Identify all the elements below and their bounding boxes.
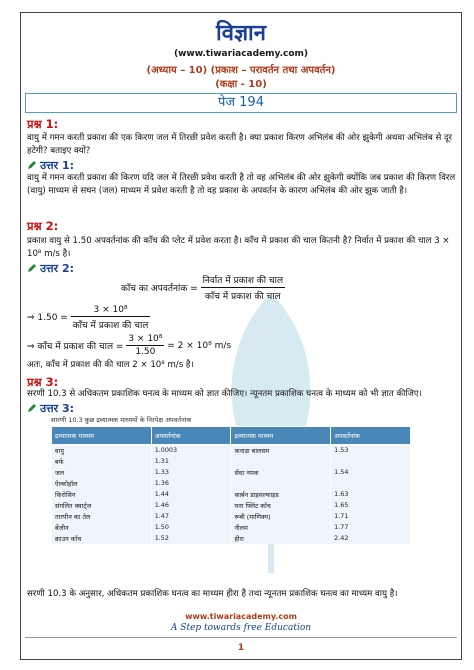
table-header-cell: द्रव्यात्मक माध्यम [52,427,152,445]
refractive-index-table [51,426,411,544]
formula-3-rhs: = 2 × 10⁸ m/s [167,340,232,351]
table-cell: 1.50 [151,522,231,533]
table-caption: सारणी 10.3 कुछ द्रव्यात्मक माध्यमों के निरपेक्ष अपवर्तनांक [51,416,192,424]
table-header-cell: द्रव्यात्मक माध्यम [231,427,331,445]
refractive-index-table-block [51,415,411,544]
table-cell: ऐल्कोहॉल [52,478,152,489]
table-cell [331,478,411,489]
table-cell [331,456,411,467]
question-1-label: प्रश्न 1: [27,117,59,131]
table-cell: कनाडा बालसम [231,445,331,456]
pen-icon [27,160,37,170]
table-row [52,489,411,500]
question-2-label: प्रश्न 2: [27,219,59,233]
formula-1-numerator: निर्वात में प्रकाश की चाल [201,273,286,288]
formula-2-denominator: काँच में प्रकाश की चाल [72,321,149,331]
table-row [52,467,411,478]
formula-3-lhs: ⇒ काँच में प्रकाश की चाल = [27,342,124,352]
table-row [52,533,411,544]
footer-divider [25,637,457,638]
table-cell: 1.53 [331,445,411,456]
question-3-label: प्रश्न 3: [27,375,59,389]
formula-3-numerator: 3 × 10⁸ [128,334,163,344]
table-cell: 1.0003 [151,445,231,456]
page-title: विज्ञान [216,21,266,46]
table-row [52,511,411,522]
table-row [52,456,411,467]
table-cell: 1.47 [151,511,231,522]
table-cell: घना फ्लिंट काँच [231,500,331,511]
formula-substitution [27,305,150,331]
table-cell: संगलित क्वार्ट्ज [52,500,152,511]
question-2-text: प्रकाश वायु से 1.50 अपवर्तनांक की काँच की प्लेट में प्रवेश करता है। काँच में प्रकाश की चाल कितनी है? निर्वात में प्रकाश की चाल 3 × 10⁸ m/s है। [27,236,450,259]
footer-tagline: A Step towards free Education [170,623,312,633]
table-header-cell: अपवर्तनांक [331,427,411,445]
table-cell: वायु [52,445,152,456]
table-cell: 1.33 [151,467,231,478]
table-cell [231,478,331,489]
table-cell [231,456,331,467]
table-cell: 2.42 [331,533,411,544]
question-1-text: वायु में गमन करती प्रकाश की एक किरण जल में तिरछी प्रवेश करती है। क्या प्रकाश किरण अभिलंब की ओर झुकेगी अथवा अभिलंब से दूर हटेगी? बताइए क्यों? [27,133,453,156]
table-cell: सेंधा नमक [231,467,331,478]
table-cell: 1.36 [151,478,231,489]
class-label: (कक्षा - 10) [215,79,267,90]
table-cell: बर्फ [52,456,152,467]
answer-3-label: उत्तर 3: [40,402,75,415]
pen-icon [27,263,37,273]
table-cell: क्राउन काँच [52,533,152,544]
table-cell: 1.71 [331,511,411,522]
table-cell: 1.65 [331,500,411,511]
answer-3-heading [27,401,74,416]
page-number-box: पेज 194 [25,93,457,113]
formula-1-lhs: काँच का अपवर्तनांक = [121,284,198,294]
header-website: (www.tiwariacademy.com) [173,49,309,59]
chapter-heading: (अध्याय – 10) (प्रकाश – परावर्तन तथा अपवर्तन) [146,65,336,76]
table-cell: नीलम [231,522,331,533]
table-row [52,445,411,456]
formula-3-denominator: 1.50 [135,347,156,357]
question-3-text: सरणी 10.3 से अधिकतम प्रकाशिक घनत्व के माध्यम को ज्ञात कीजिए। न्यूनतम प्रकाशिक घनत्व के माध्यम को भी ज्ञात कीजिए। [27,389,422,399]
table-cell: 1.31 [151,456,231,467]
page-number: 1 [237,643,245,653]
formula-speed-result [27,334,231,357]
document-page [20,12,462,660]
answer-2-conclusion: अतः, काँच में प्रकाश की की चाल 2 × 10⁸ m/s है। [27,360,194,370]
answer-1-text: वायु में गमन करती प्रकाश की किरण यदि जल में तिरछी प्रवेश करती है तो वह अभिलंब की ओर झुकेगी क्योंकि जब प्रकाश की किरण विरल (वायु) माध्यम से सघन (जल) माध्यम में प्रवेश करती है तो वह प्रकाश के अपवर्तन के कारण अभिलंब की ओर झुक जाती है। [27,173,456,196]
table-row [52,478,411,489]
table-cell: 1.44 [151,489,231,500]
table-cell: 1.77 [331,522,411,533]
table-cell: 1.46 [151,500,231,511]
table-header-cell: अपवर्तनांक [151,427,231,445]
answer-3-text: सरणी 10.3 के अनुसार, अधिकतम प्रकाशिक घनत्व का माध्यम हीरा है तथा न्यूनतम प्रकाशिक घनत्व का माध्यम वायु है। [27,589,398,599]
table-header-row [52,427,411,445]
formula-1-denominator: काँच में प्रकाश की चाल [204,292,281,302]
table-cell: 1.63 [331,489,411,500]
table-cell: 1.54 [331,467,411,478]
answer-1-label: उत्तर 1: [40,159,75,172]
answer-2-heading [27,261,74,276]
table-row [52,500,411,511]
answer-2-label: उत्तर 2: [40,262,75,275]
table-cell: तारपीन का तेल [52,511,152,522]
table-cell: हीरा [231,533,331,544]
formula-2-lhs: ⇒ 1.50 = [27,313,68,323]
formula-2-numerator: 3 × 10⁸ [71,305,151,317]
answer-1-heading [27,158,74,173]
table-cell: 1.52 [151,533,231,544]
table-cell: रूबी (माणिक्य) [231,511,331,522]
table-cell: किरोसिन [52,489,152,500]
footer-website: www.tiwariacademy.com [185,612,297,621]
table-cell: बेंजीन [52,522,152,533]
table-row [52,522,411,533]
pen-icon [27,403,37,413]
table-cell: जल [52,467,152,478]
table-cell: कार्बन डाइसल्फाइड [231,489,331,500]
